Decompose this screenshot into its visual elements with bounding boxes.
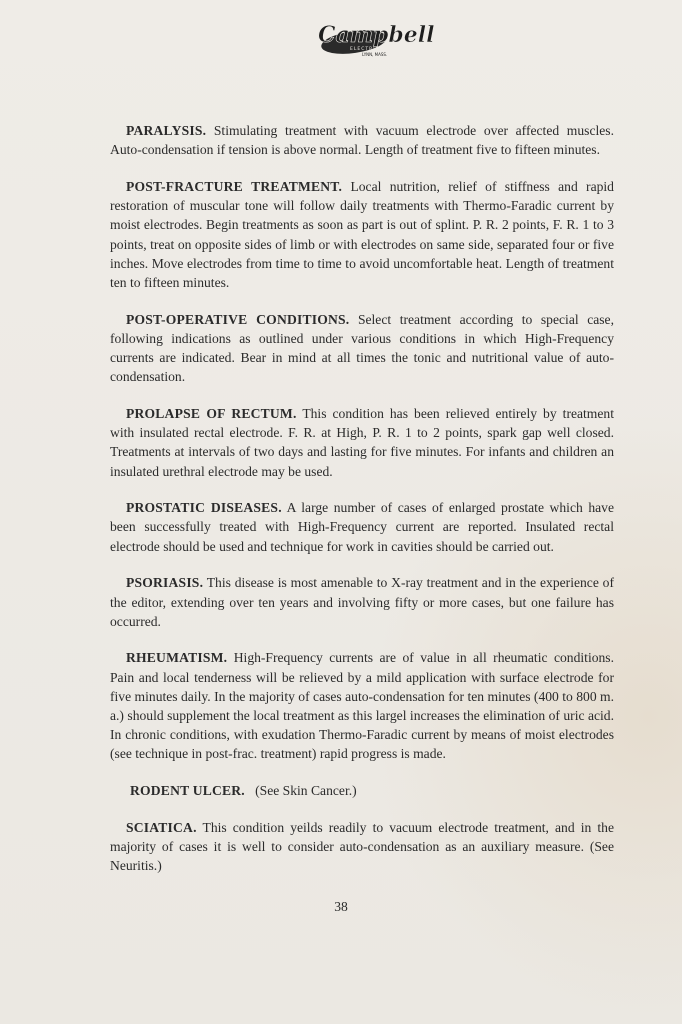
paragraph-heading: PROSTATIC DISEASES. — [126, 500, 282, 516]
paragraph-text: A large number of cases of enlarged prostate which have been successfully treated with High-Frequency current are reported. Insulated rectal electrode should be used and technique for work in cavities should be carried out. — [110, 500, 614, 554]
paragraph-paralysis — [110, 121, 614, 159]
paragraph-text: Local nutrition, relief of stiffness and rapid restoration of muscular tone will follow daily treatments with Thermo-Faradic current by moist electrodes. Begin treatments as soon as part is out of splint. P. R. 2 points, F. R. 1 to 3 points, treat on opposite sides of limb or with electrodes on same side, separated four or five inches. Move electrodes from time to time to avoid uncomfortable heat. Length of treatment ten to fifteen minutes. — [110, 178, 614, 290]
paragraph-text: This condition yeilds readily to vacuum electrode treatment, and in the majority of cases it is well to consider auto-condensation as an auxiliary measure. (See Neuritis.) — [110, 819, 614, 874]
paragraph-text: Stimulating treatment with vacuum electrode over affected muscles. Auto-condensation if tension is above normal. Length of treatment five to fifteen minutes. — [110, 123, 614, 158]
paragraph-heading: PSORIASIS. — [126, 575, 204, 591]
document-body — [110, 121, 614, 893]
paragraph-text: Select treatment according to special case, following indications as outlined under various conditions in which High-Frequency currents are indicated. Bear in mind at all times the tonic and nutritional value of auto-condensation. — [110, 311, 614, 385]
paragraph-text: High-Frequency currents are of value in all rheumatic conditions. Pain and local tenderness will be relieved by a mild application with surface electrode for five minutes daily. In the majority of cases auto-condensation for ten minutes (400 to 800 m. a.) should supplement the local treatment as this largel increases the elimination of uric acid. In chronic conditions, with exudation Thermo-Faradic current by means of moist electrodes (see technique in post-frac. treatment) rapid progress is made. — [110, 650, 614, 762]
paragraph-heading: SCIATICA. — [126, 819, 197, 835]
paragraph-psoriasis — [110, 573, 614, 631]
campbell-logo-icon — [312, 12, 435, 60]
paragraph-rodent-ulcer — [110, 781, 614, 800]
paragraph-sciatica — [110, 818, 614, 876]
svg-text:ELECTRIC: ELECTRIC — [350, 47, 380, 52]
paragraph-text: This disease is most amenable to X-ray treatment and in the experience of the editor, extending over ten years and involving fifty or more cases, but one failure has occurred. — [110, 575, 614, 629]
paragraph-heading: PROLAPSE OF RECTUM. — [126, 405, 297, 421]
page-number: 38 — [334, 899, 348, 914]
paragraph-text: (See Skin Cancer.) — [255, 783, 357, 799]
svg-text:Campbell: Campbell — [318, 22, 435, 48]
paragraph-heading: POST-OPERATIVE CONDITIONS. — [126, 311, 350, 327]
paragraph-prolapse — [110, 404, 614, 481]
svg-text:LYNN, MASS.: LYNN, MASS. — [362, 52, 388, 57]
campbell-logo — [312, 12, 435, 60]
paragraph-heading: RHEUMATISM. — [126, 650, 228, 666]
paragraph-heading: POST-FRACTURE TREATMENT. — [126, 178, 343, 194]
paragraph-text: This condition has been relieved entirely by treatment with insulated rectal electrode. F. R. at High, P. R. 1 to 2 points, spark gap well closed. Treatments at intervals of two days and lasting for five minutes. For infants and children an insulated urethral electrode may be used. — [110, 405, 614, 479]
paragraph-prostatic — [110, 498, 614, 556]
paragraph-rheumatism — [110, 648, 614, 763]
paragraph-heading: RODENT ULCER. — [130, 783, 245, 799]
paragraph-post-fracture — [110, 177, 614, 292]
paragraph-heading: PARALYSIS. — [126, 123, 207, 138]
paragraph-post-operative — [110, 310, 614, 387]
